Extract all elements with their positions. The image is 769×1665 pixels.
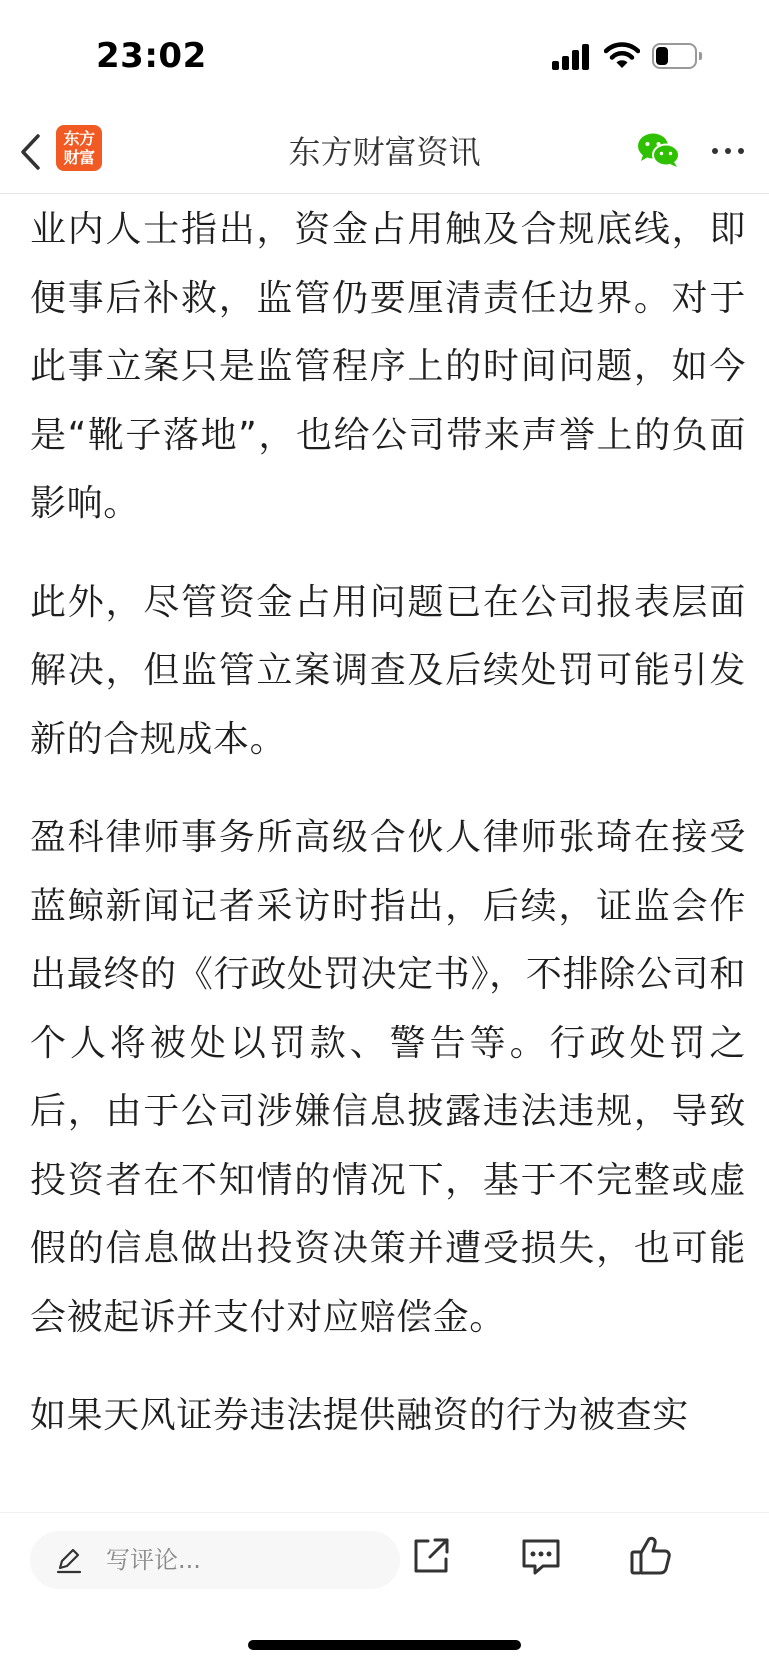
share-icon[interactable]	[406, 1531, 456, 1581]
more-dots-icon[interactable]	[710, 136, 746, 166]
home-indicator[interactable]	[248, 1640, 521, 1650]
logo-line-1: 东方	[63, 129, 95, 148]
article-paragraph: 业内人士指出，资金占用触及合规底线，即便事后补救，监管仍要厘清责任边界。对于此事立案只是监管程序上的时间问题，如今是“靴子落地”，也给公司带来声誉上的负面影响。	[30, 209, 746, 524]
wifi-icon	[604, 40, 640, 70]
logo-line-2: 财富	[63, 148, 95, 167]
wechat-icon[interactable]	[636, 130, 682, 170]
article-body	[30, 196, 746, 1512]
comment-input[interactable]	[30, 1531, 400, 1589]
source-logo[interactable]	[56, 125, 102, 171]
status-bar	[0, 0, 769, 110]
battery-icon	[652, 43, 702, 69]
status-time: 23:02	[96, 36, 207, 76]
article-paragraph: 此外，尽管资金占用问题已在公司报表层面解决，但监管立案调查及后续处罚可能引发新的合规成本。	[30, 581, 746, 760]
back-chevron-icon[interactable]	[16, 130, 46, 174]
page-title: 东方财富资讯	[288, 133, 481, 171]
nav-bar	[0, 110, 769, 194]
article-paragraph: 如果天风证券违法提供融资的行为被查实	[30, 1395, 689, 1436]
thumbs-up-icon[interactable]	[626, 1531, 676, 1581]
pen-icon	[54, 1545, 84, 1575]
comment-placeholder: 写评论...	[106, 1546, 201, 1574]
article-paragraph: 盈科律师事务所高级合伙人律师张琦在接受蓝鲸新闻记者采访时指出，后续，证监会作出最终的《行政处罚决定书》，不排除公司和个人将被处以罚款、警告等。行政处罚之后，由于公司涉嫌信息披露违法违规，导致投资者在不知情的情况下，基于不完整或虚假的信息做出投资决策并遭受损失，也可能会被起诉并支付对应赔偿金。	[30, 817, 746, 1338]
cellular-signal-icon	[552, 44, 592, 70]
comment-icon[interactable]	[516, 1531, 566, 1581]
